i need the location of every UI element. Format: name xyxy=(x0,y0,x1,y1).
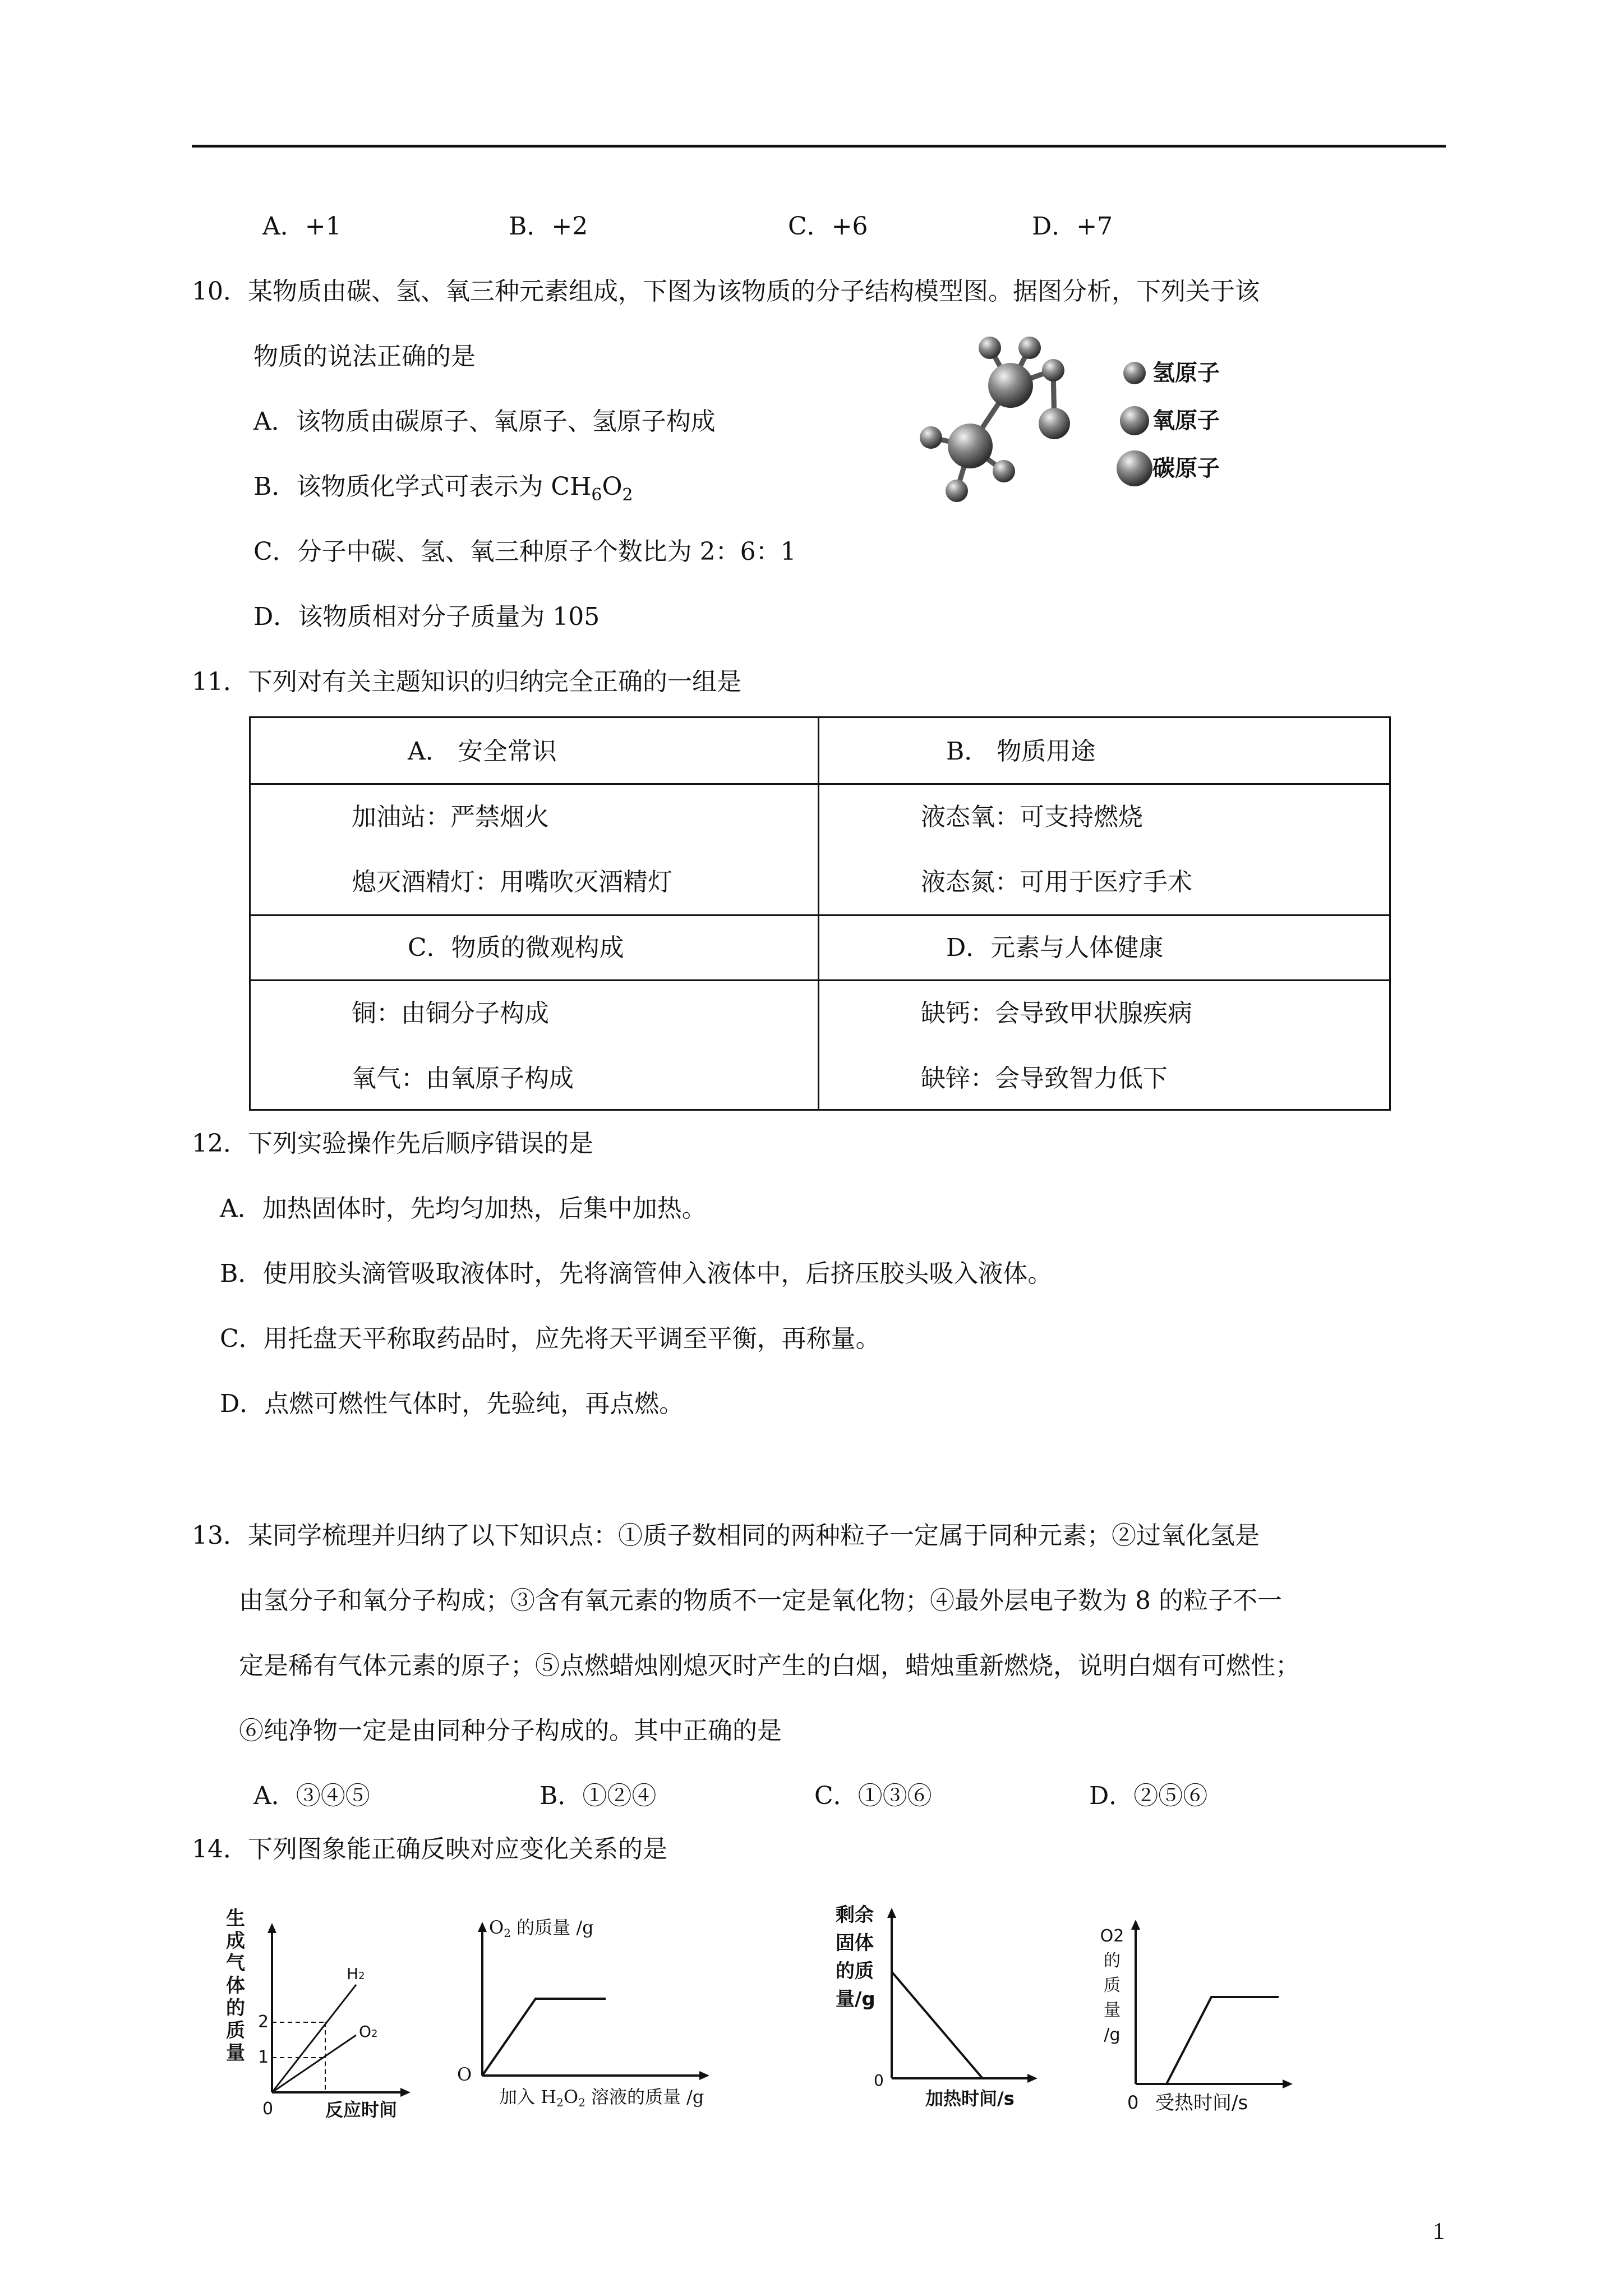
graph3-origin: 0 xyxy=(874,2071,884,2090)
legend-hydrogen-icon xyxy=(1123,362,1146,384)
graph4-ylabel-line: 量 xyxy=(1104,2000,1121,2020)
q10-option-b[interactable] xyxy=(253,472,633,505)
hydrogen-atom xyxy=(993,460,1015,482)
q12-option-a[interactable]: A．加热固体时，先均匀加热，后集中加热。 xyxy=(220,1194,707,1223)
q10-option-a[interactable]: A．该物质由碳原子、氧原子、氢原子构成 xyxy=(253,407,716,436)
q13-option-d[interactable]: D．②⑤⑥ xyxy=(1089,1782,1208,1810)
graph2-xlabel xyxy=(499,2088,704,2108)
q10-stem-line2: 物质的说法正确的是 xyxy=(253,342,476,371)
graph1-h2-sub: 2 xyxy=(358,1970,365,1982)
page-number: 1 xyxy=(1433,2219,1445,2244)
q14-graph1[interactable] xyxy=(219,1907,421,2126)
graph2-xlabel-text: 加入 H xyxy=(499,2086,557,2108)
graph4-ylabel xyxy=(1098,1924,1126,2047)
graph1-ylabel-char: 成 xyxy=(226,1930,245,1952)
graph2-ylabel-text: O xyxy=(489,1917,504,1938)
graph2-xlabel-sub: 2 xyxy=(556,2096,564,2109)
graph4-curve xyxy=(1166,1997,1279,2084)
graph2-curve xyxy=(482,1999,606,2076)
legend-oxygen-icon xyxy=(1120,406,1149,435)
q10-option-c[interactable]: C．分子中碳、氢、氧三种原子个数比为 2：6：1 xyxy=(253,537,796,566)
q13-option-b[interactable]: B．①②④ xyxy=(540,1782,657,1810)
hydrogen-atom xyxy=(1018,337,1041,359)
graph2-xlabel-sub: 2 xyxy=(578,2096,585,2109)
graph3-ylabel-line: 的质 xyxy=(836,1960,874,1982)
q11-b-header[interactable]: B． 物质用途 xyxy=(946,737,1096,766)
graph1-xlabel: 反应时间 xyxy=(325,2099,398,2120)
oxygen-atom xyxy=(1039,408,1070,439)
q11-a-line2: 熄灭酒精灯：用嘴吹灭酒精灯 xyxy=(352,868,672,896)
graph2-ylabel-text: 的质量 /g xyxy=(510,1917,594,1938)
graph1-tick-1: 1 xyxy=(258,2047,269,2067)
graph3-ylabel-line: 固体 xyxy=(836,1932,874,1954)
q12-option-c[interactable]: C．用托盘天平称取药品时，应先将天平调至平衡，再称量。 xyxy=(220,1324,880,1353)
graph4-ylabel-line: 质 xyxy=(1104,1976,1121,1995)
q9-option-b[interactable]: B．+2 xyxy=(509,212,588,241)
graph1-o2-text: O xyxy=(359,2022,372,2041)
h2-line xyxy=(272,1985,356,2092)
graph3-curve xyxy=(892,1972,983,2078)
q13-line3: 定是稀有气体元素的原子；⑤点燃蜡烛刚熄灭时产生的白烟，蜡烛重新燃烧，说明白烟有可燃性； xyxy=(239,1651,1300,1680)
graph1-h2-label xyxy=(347,1966,365,1982)
q11-c-header[interactable]: C．物质的微观构成 xyxy=(408,933,624,962)
q14-graph4[interactable] xyxy=(1094,1913,1307,2132)
graph1-h2-text: H xyxy=(347,1964,359,1983)
q11-d-line1: 缺钙：会导致甲状腺疾病 xyxy=(921,999,1192,1028)
graph3-ylabel xyxy=(836,1901,886,2013)
graph1-tick-2: 2 xyxy=(258,2012,269,2032)
q13-line2: 由氢分子和氧分子构成；③含有氧元素的物质不一定是氧化物；④最外层电子数为 8 的粒子不一 xyxy=(239,1586,1282,1615)
q11-c-line2: 氧气：由氧原子构成 xyxy=(352,1064,574,1093)
carbon-atom xyxy=(988,363,1033,408)
graph2-xlabel-text: O xyxy=(563,2086,579,2108)
q11-d-header[interactable]: D．元素与人体健康 xyxy=(946,933,1164,962)
graph3-ylabel-line: 剩余 xyxy=(836,1904,874,1926)
q14-graph3[interactable] xyxy=(830,1899,1066,2123)
q12-option-d[interactable]: D．点燃可燃性气体时，先验纯，再点燃。 xyxy=(220,1389,684,1418)
q11-a-header[interactable]: A． 安全常识 xyxy=(408,737,557,766)
graph3-ylabel-line: 量/g xyxy=(836,1988,875,2010)
table-divider xyxy=(251,979,1389,981)
q14-graph2[interactable] xyxy=(449,1907,740,2120)
legend-hydrogen-label: 氢原子 xyxy=(1152,360,1220,386)
hydrogen-atom xyxy=(1042,359,1064,381)
q9-option-a[interactable]: A．+1 xyxy=(262,212,342,241)
q11-a-line1: 加油站：严禁烟火 xyxy=(352,803,549,831)
table-divider xyxy=(251,914,1389,916)
q11-table xyxy=(249,716,1391,1111)
graph1-ylabel-char: 生 xyxy=(226,1907,245,1930)
graph1-ylabel-char: 量 xyxy=(226,2042,245,2064)
q13-line1: 13．某同学梳理并归纳了以下知识点：①质子数相同的两种粒子一定属于同种元素；②过氧化氢是 xyxy=(192,1521,1260,1550)
q10-stem-line1: 10．某物质由碳、氢、氧三种元素组成，下图为该物质的分子结构模型图。据图分析，下列关于该 xyxy=(192,277,1260,306)
q12-option-b[interactable]: B．使用胶头滴管吸取液体时，先将滴管伸入液体中，后挤压胶头吸入液体。 xyxy=(220,1259,1053,1288)
graph1-ylabel xyxy=(224,1907,247,2064)
o2-line xyxy=(272,2035,356,2092)
graph4-ylabel-line: /g xyxy=(1104,2025,1121,2045)
q9-option-c[interactable]: C．+6 xyxy=(788,212,868,241)
q11-stem: 11．下列对有关主题知识的归纳完全正确的一组是 xyxy=(192,668,741,696)
q12-stem: 12．下列实验操作先后顺序错误的是 xyxy=(192,1129,593,1158)
carbon-atom xyxy=(948,424,993,468)
legend-carbon-label: 碳原子 xyxy=(1152,455,1220,481)
q13-option-c[interactable]: C．①③⑥ xyxy=(814,1782,932,1810)
molecule-model xyxy=(903,328,1251,513)
q14-stem: 14．下列图象能正确反映对应变化关系的是 xyxy=(192,1835,667,1864)
graph1-origin: 0 xyxy=(262,2099,274,2119)
molecule-bonds xyxy=(931,348,1054,491)
q9-option-d[interactable]: D．+7 xyxy=(1032,212,1113,241)
legend-oxygen-label: 氧原子 xyxy=(1152,408,1220,434)
graph4-ylabel-line: 的 xyxy=(1104,1951,1121,1971)
hydrogen-atom xyxy=(946,480,968,502)
graph2-ylabel xyxy=(489,1918,594,1939)
q11-d-line2: 缺锌：会导致智力低下 xyxy=(921,1064,1168,1093)
hydrogen-atom xyxy=(920,426,942,449)
graph2-ylabel-sub: 2 xyxy=(504,1926,511,1940)
legend-carbon-icon xyxy=(1117,450,1152,486)
graph1-ylabel-char: 气 xyxy=(226,1952,245,1975)
q13-option-a[interactable]: A．③④⑤ xyxy=(253,1782,370,1810)
q10-b-mid: O xyxy=(602,472,623,501)
graph1-o2-label xyxy=(359,2024,378,2040)
table-divider-vertical xyxy=(818,718,819,1109)
q11-c-line1: 铜：由铜分子构成 xyxy=(352,999,549,1028)
graph3-xlabel: 加热时间/s xyxy=(925,2088,1015,2109)
graph2-origin: O xyxy=(457,2064,472,2085)
graph1-ylabel-char: 体 xyxy=(226,1975,245,1997)
graph4-xlabel: 受热时间/s xyxy=(1155,2092,1248,2114)
header-rule xyxy=(192,145,1446,148)
q13-line4: ⑥纯净物一定是由同种分子构成的。其中正确的是 xyxy=(239,1717,782,1745)
q11-b-line2: 液态氮：可用于医疗手术 xyxy=(921,868,1192,896)
table-divider xyxy=(251,783,1389,785)
graph4-ylabel-line: O2 xyxy=(1100,1926,1124,1946)
graph1-ylabel-char: 质 xyxy=(226,2019,245,2042)
graph4-origin: 0 xyxy=(1127,2092,1139,2113)
q11-b-line1: 液态氧：可支持燃烧 xyxy=(921,803,1143,831)
graph1-ylabel-char: 的 xyxy=(226,1997,245,2019)
graph2-xlabel-text: 溶液的质量 /g xyxy=(585,2086,704,2108)
hydrogen-atom xyxy=(979,337,1001,359)
q10-b-text: B．该物质化学式可表示为 CH xyxy=(253,472,592,501)
q10-b-sub2: 2 xyxy=(622,485,633,505)
graph1-o2-sub: 2 xyxy=(371,2028,378,2040)
q10-b-sub1: 6 xyxy=(591,485,602,505)
q10-option-d[interactable]: D．该物质相对分子质量为 105 xyxy=(253,602,600,631)
